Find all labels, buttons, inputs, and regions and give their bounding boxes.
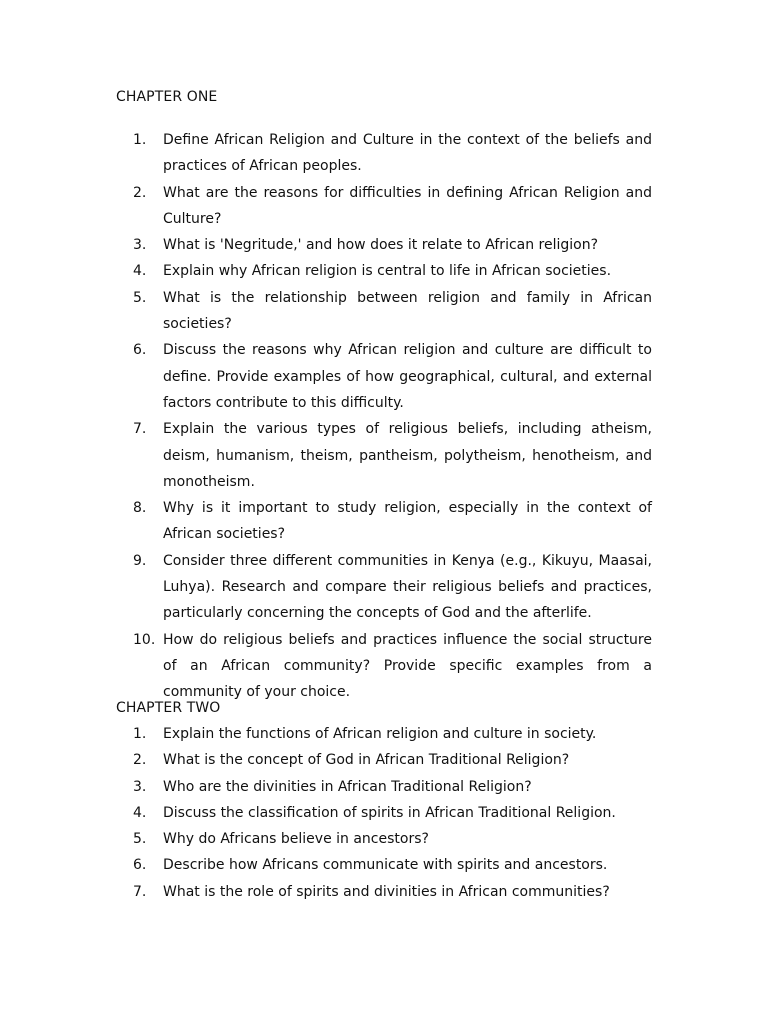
question-number: 7.: [133, 883, 147, 900]
question-number: 3.: [133, 237, 147, 254]
question-text: What is the role of spirits and divinities in African communities?: [163, 883, 610, 900]
chapter-one-heading: CHAPTER ONE: [116, 89, 218, 105]
question-text: Why do Africans believe in ancestors?: [163, 831, 429, 848]
question-number: 1.: [133, 132, 147, 148]
question-item: [116, 826, 652, 852]
question-item: [116, 232, 652, 258]
question-text: Why is it important to study religion, especially in the context of African societies?: [163, 500, 652, 543]
chapter-one-question-list: [116, 127, 652, 706]
question-text: Describe how Africans communicate with spirits and ancestors.: [163, 857, 608, 874]
question-item: [116, 337, 652, 416]
chapter-two-heading: CHAPTER TWO: [116, 700, 221, 716]
question-text: What is the concept of God in African Traditional Religion?: [163, 752, 570, 769]
question-item: [116, 180, 652, 233]
question-item: [116, 548, 652, 627]
question-item: [116, 721, 652, 747]
question-number: 2.: [133, 184, 147, 201]
question-item: [116, 127, 652, 180]
question-number: 4.: [133, 804, 147, 821]
question-text: Discuss the classification of spirits in African Traditional Religion.: [163, 804, 616, 821]
question-text: What is 'Negritude,' and how does it relate to African religion?: [163, 237, 599, 254]
question-text: Who are the divinities in African Traditional Religion?: [163, 778, 532, 795]
question-item: [116, 627, 652, 706]
question-number: 9.: [133, 552, 147, 569]
question-number: 7.: [133, 421, 147, 438]
question-number: 5.: [133, 289, 147, 306]
question-number: 6.: [133, 342, 147, 359]
question-text: Discuss the reasons why African religion and culture are difficult to define. Provide examples of how geographical, cultural, and external factors contribute to this difficulty.: [163, 342, 652, 411]
question-item: [116, 879, 652, 905]
question-number: 6.: [133, 857, 147, 874]
question-item: [116, 495, 652, 548]
question-text: What is the relationship between religion and family in African societies?: [163, 289, 652, 333]
question-number: 8.: [133, 500, 147, 517]
question-item: [116, 416, 652, 495]
question-text: Explain the various types of religious beliefs, including atheism, deism, humanism, theism, pantheism, polytheism, henotheism, and monotheism.: [163, 421, 652, 490]
question-item: [116, 800, 652, 826]
question-text: Define African Religion and Culture in the context of the beliefs and practices of African peoples.: [163, 132, 652, 175]
question-item: [116, 285, 652, 338]
question-number: 5.: [133, 831, 147, 848]
question-number: 1.: [133, 726, 147, 742]
question-item: [116, 258, 652, 284]
question-text: What are the reasons for difficulties in defining African Religion and Culture?: [163, 184, 652, 227]
chapter-two-question-list: [116, 721, 652, 905]
question-item: [116, 852, 652, 878]
question-number: 10.: [133, 631, 156, 648]
question-number: 2.: [133, 752, 147, 769]
question-text: Explain the functions of African religion and culture in society.: [163, 726, 597, 742]
question-number: 3.: [133, 778, 147, 795]
question-text: Explain why African religion is central to life in African societies.: [163, 263, 612, 280]
question-text: Consider three different communities in Kenya (e.g., Kikuyu, Maasai, Luhya). Research and compare their religious beliefs and practices, particularly concerning the concepts of God and the afterlife.: [163, 552, 652, 622]
question-item: [116, 747, 652, 773]
question-item: [116, 774, 652, 800]
question-number: 4.: [133, 263, 147, 280]
question-text: How do religious beliefs and practices influence the social structure of an African community? Provide specific examples from a community of your choice.: [163, 631, 652, 701]
